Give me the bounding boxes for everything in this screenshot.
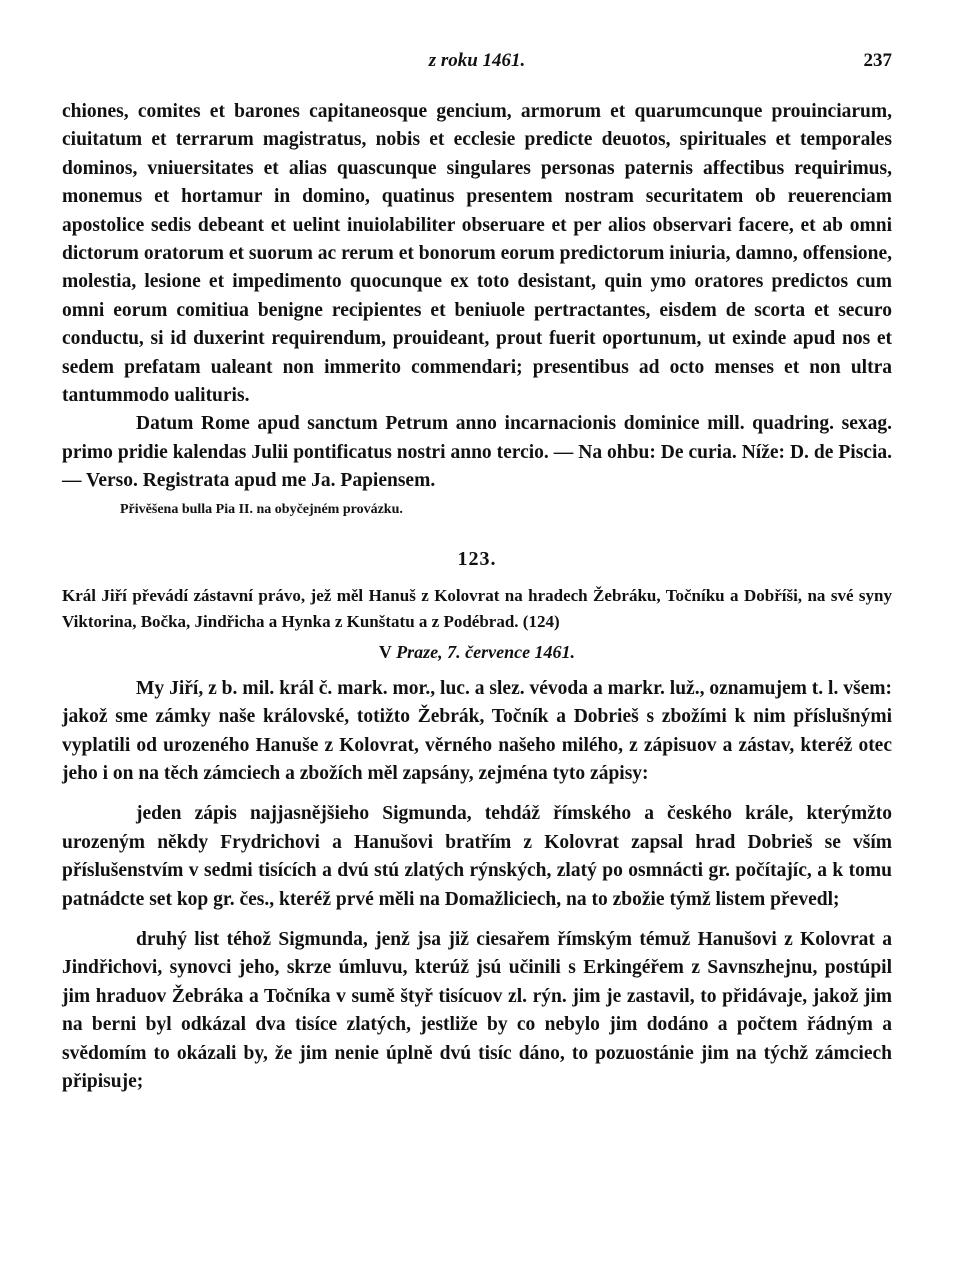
charter-paragraph: jeden zápis najjasnějšieho Sigmunda, tehdáž římského a českého krále, kterýmžto urozeným někdy Frydrichovi a Hanušovi bratřím z Kolovrat zapsal hrad Dobrieš se vším příslušenstvím v sedmi tisících a dvú stú zlatých rýnských, zlatý po osmnácti gr. počítajíc, a k tomu patnádcte set kop gr. čes., kteréž prvé měli na Domažliciech, na to zbožie týmž listem převedl; [62, 803, 892, 910]
charter-paragraph: druhý list téhož Sigmunda, jenž jsa již ciesařem římským témuž Hanušovi z Kolovrat a Jindřichovi, synovci jeho, skrze úmluvu, kterúž jsú učinili s Erkingéřem z Savnszhejnu, postúpil jim hraduov Žebráka a Točníka v sumě štyř tisícuov zl. rýn. jim je zastavil, to přidávaje, jakož jim na berni byl odkázal dva tisíce zlatých, jestliže by co nebylo jim dodáno a počtem řádným a svědomím to okázali by, že jim nenie úplně dvú tisíc dáno, to pozuostánie jim na týchž zámciech připisuje; [62, 928, 892, 1092]
latin-charter-text: chiones, comites et barones capitaneosque gencium, armorum et quarumcunque prouinciarum, ciuitatum et terrarum magistratus, nobis et ecclesie predicte deuotos, spirituales et temporales dominos, vniuersitates et alias quascunque singulares personas paternis affectibus requirimus, monemus et hortamur in domino, quatinus presentem nostram securitatem ob reuerenciam apostolice sedis debeant et uelint inuiolabiliter obseruare et per alios observari facere, et ab omni dictorum oratorum et suorum ac rerum et bonorum eorum predictorum iniuria, damno, offensione, molestia, lesione et impedimento quocunque ex toto desistant, quin ymo oratores predictos cum omni eorum comitiua benigne recipientes et beniuole pertractantes, eisdem de scorta et securo conductu, si id duxerint requirendum, prouideant, prout fuerit oportunum, ut exinde apud nos et sedem prefatam ualeant non immerito commendari; presentibus ad octo menses et non ultra tantummodo ualituris. [62, 101, 892, 407]
place-date-line [62, 639, 892, 665]
latin-dating-clause: Datum Rome apud sanctum Petrum anno incarnacionis dominice mill. quadring. sexag. primo pridie kalendas Julii pontificatus nostri anno tercio. — Na ohbu: De curia. Níže: D. de Piscia. — Verso. Registrata apud me Ja. Papiensem. [62, 413, 892, 492]
seal-note: Přivěšena bulla Pia II. na obyčejném provázku. [120, 501, 403, 517]
page-number: 237 [863, 50, 892, 71]
document-regest: Král Jiří převádí zástavní právo, jež měl Hanuš z Kolovrat na hradech Žebráku, Točníku a Dobříši, na své syny Viktorina, Bočka, Jindřicha a Hynka z Kunštatu a z Podébrad. (124) [62, 585, 892, 631]
place-date: Praze, 7. července 1461. [396, 641, 576, 662]
running-header [62, 50, 892, 80]
document-number: 123. [457, 547, 497, 570]
running-title: z roku 1461. [428, 50, 526, 71]
book-page [62, 50, 892, 1096]
charter-paragraph: My Jiří, z b. mil. král č. mark. mor., luc. a slez. vévoda a markr. luž., oznamujem t. l. všem: jakož sme zámky naše královské, totižto Žebrák, Točník a Dobrieš s zbožími k nim příslušnými vyplatili od urozeného Hanuše z Kolovrat, věrného našeho milého, z zápisuov a zástav, kteréž otec jeho i on na těch zámciech a zbožích měl zapsány, zejména tyto zápisy: [62, 677, 892, 784]
place-prefix: V [378, 641, 392, 662]
